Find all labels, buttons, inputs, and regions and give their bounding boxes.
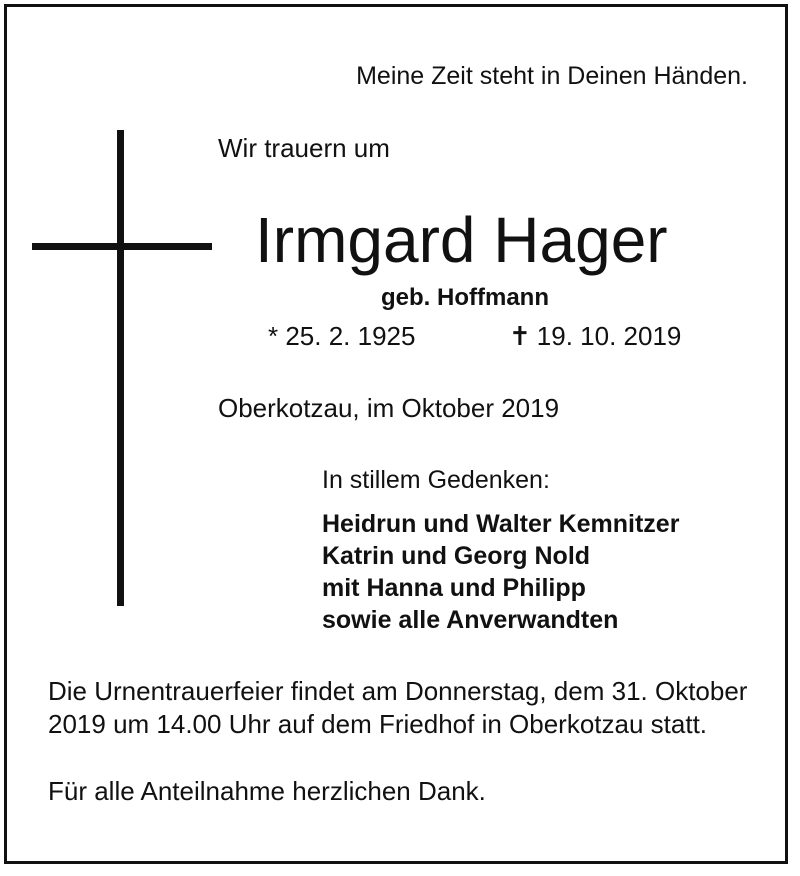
place-date: Oberkotzau, im Oktober 2019 [218, 393, 560, 423]
motto: Meine Zeit steht in Deinen Händen. [356, 62, 748, 90]
birth-date: * 25. 2. 1925 [268, 321, 416, 351]
thanks-line: Für alle Anteilnahme herzlichen Dank. [48, 776, 486, 806]
mourning-line: Wir trauern um [218, 133, 390, 163]
death-date: 19. 10. 2019 [536, 321, 682, 351]
family-item: Katrin und Georg Nold [322, 542, 591, 570]
family-list [322, 508, 679, 636]
deceased-name: Irmgard Hager [255, 204, 668, 276]
family-item: sowie alle Anverwandten [322, 606, 619, 634]
memory-line: In stillem Gedenken: [322, 466, 550, 494]
cross-icon [117, 130, 124, 606]
born-name: geb. Hoffmann [381, 284, 549, 311]
death-cross-icon: ✝ [509, 321, 531, 351]
cross-icon-bar [32, 243, 212, 250]
death-date-line [509, 323, 681, 349]
family-item: mit Hanna und Philipp [322, 574, 586, 602]
family-item: Heidrun und Walter Kemnitzer [322, 510, 680, 538]
ceremony-text: Die Urnentrauerfeier findet am Donnerstag, dem 31. Oktober 2019 um 14.00 Uhr auf dem Friedhof in Oberkotzau statt. [48, 676, 748, 739]
